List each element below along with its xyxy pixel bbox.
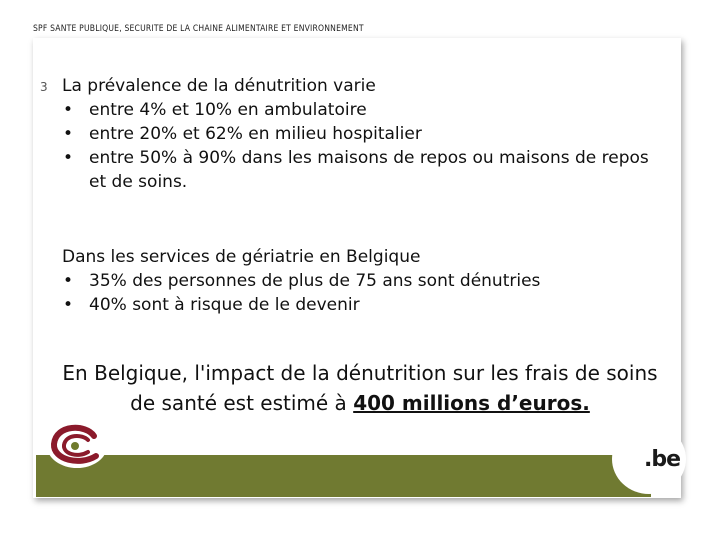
prevalence-block — [62, 74, 649, 194]
prevalence-intro: La prévalence de la dénutrition varie — [62, 76, 376, 96]
geriatrics-list — [62, 269, 540, 317]
be-logo: .be — [644, 447, 681, 472]
spf-logo-icon — [42, 418, 112, 474]
impact-amount: 400 millions d’euros. — [353, 391, 590, 415]
prevalence-bullet: • entre 50% à 90% dans les maisons de repos ou maisons de repos — [62, 146, 649, 170]
prevalence-bullet-continuation: et de soins. — [89, 172, 188, 192]
impact-text: En Belgique, l'impact de la dénutrition sur les frais de soins de santé est estimé à — [62, 361, 658, 415]
prevalence-list — [62, 98, 649, 170]
geriatrics-bullet: • 35% des personnes de plus de 75 ans sont dénutries — [62, 269, 540, 293]
impact-statement — [60, 358, 660, 418]
prevalence-bullet: • entre 4% et 10% en ambulatoire — [62, 98, 649, 122]
geriatrics-intro: Dans les services de gériatrie en Belgique — [62, 247, 421, 267]
prevalence-bullet: • entre 20% et 62% en milieu hospitalier — [62, 122, 649, 146]
header-title: SPF SANTE PUBLIQUE, SECURITE DE LA CHAINE ALIMENTAIRE ET ENVIRONNEMENT — [33, 24, 364, 34]
geriatrics-bullet: • 40% sont à risque de le devenir — [62, 293, 540, 317]
geriatrics-block — [62, 245, 540, 317]
slide-number: 3 — [40, 80, 48, 94]
footer-band — [36, 455, 651, 497]
